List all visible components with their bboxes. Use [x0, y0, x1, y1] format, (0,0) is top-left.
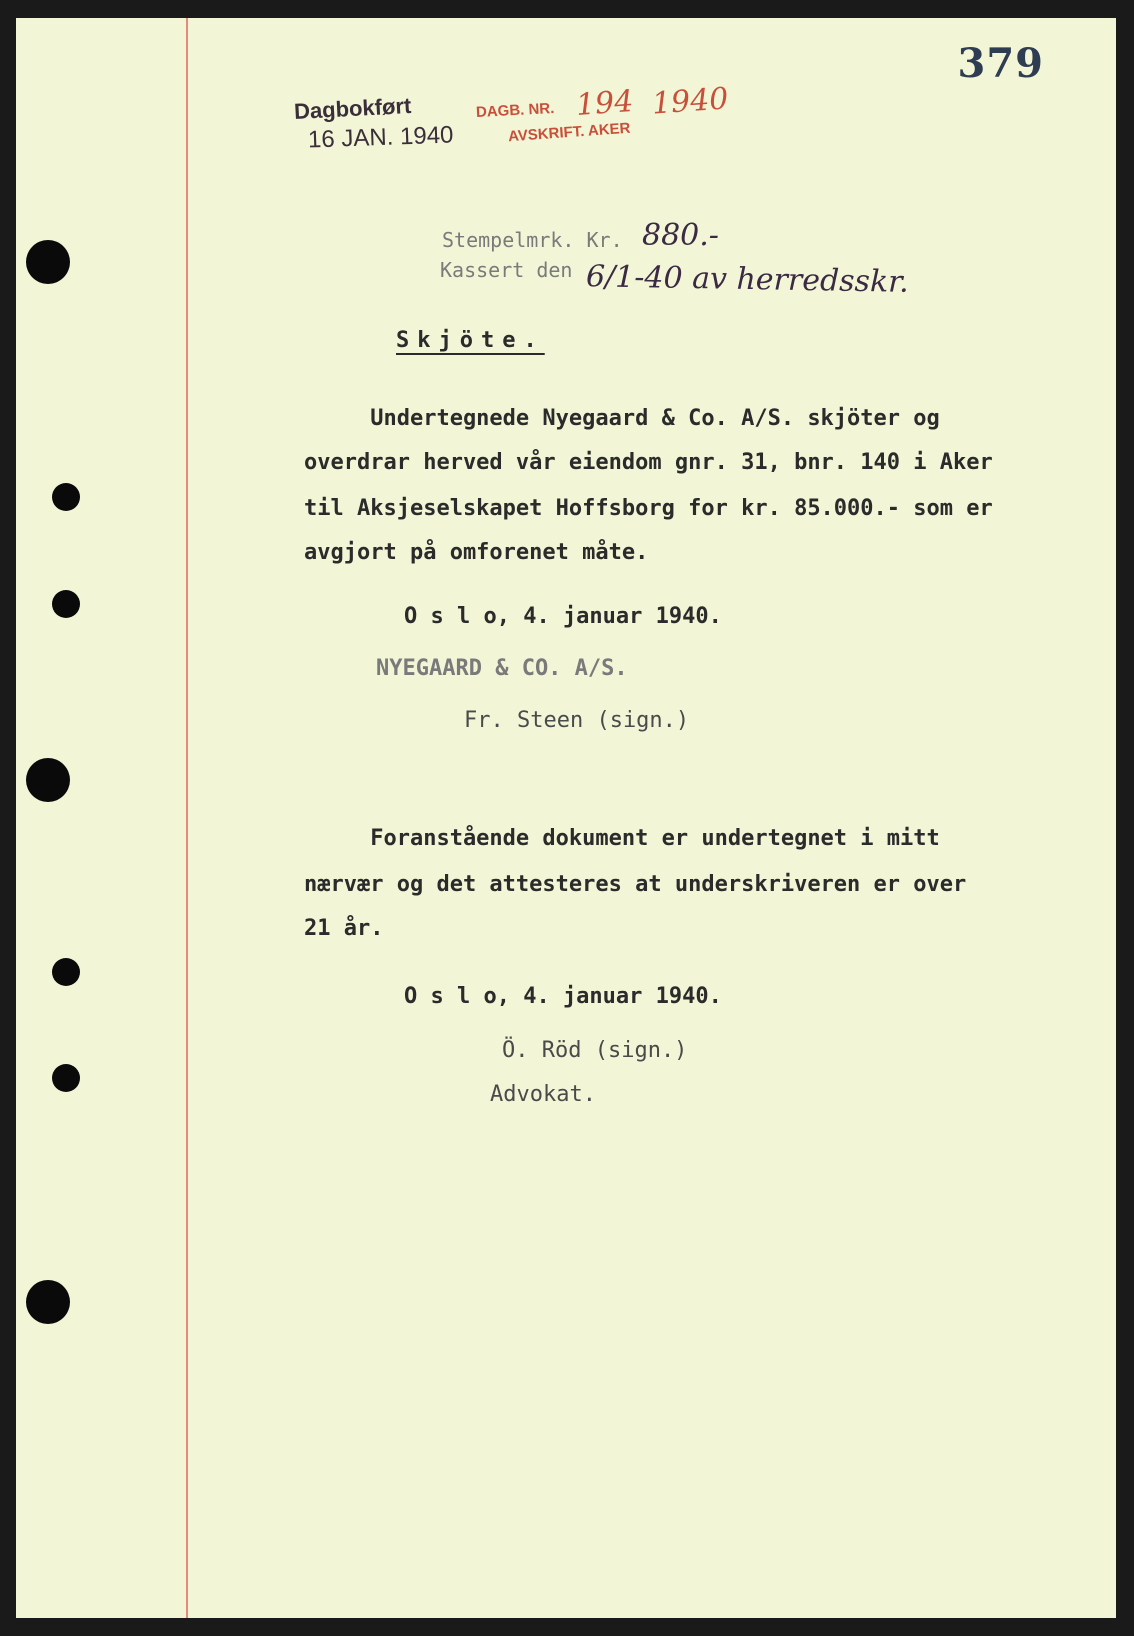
cancelled-value: 6/1-40 av herredsskr.: [585, 259, 910, 300]
binder-hole: [26, 240, 70, 284]
diary-number: 194: [574, 84, 635, 123]
place-date: O s l o, 4. januar 1940.: [404, 984, 722, 1009]
binder-hole: [52, 958, 80, 986]
signature: Fr. Steen (sign.): [464, 708, 690, 733]
binder-hole: [52, 590, 80, 618]
diary-number-label: DAGB. NR.: [475, 99, 555, 122]
margin-line: [186, 18, 188, 1618]
document-page: [16, 18, 1116, 1618]
paragraph-line: avgjort på omforenet måte.: [304, 540, 649, 565]
binder-hole: [26, 758, 70, 802]
binder-hole: [52, 483, 80, 511]
paragraph-line: Undertegnede Nyegaard & Co. A/S. skjöter og: [304, 406, 940, 431]
signature-title: Advokat.: [490, 1082, 596, 1107]
page-number: 379: [957, 40, 1044, 87]
diary-year: 1940: [650, 81, 730, 122]
stamp-duty-label: Stempelmrk. Kr.: [442, 228, 623, 252]
registered-stamp-label: Dagbokført: [293, 92, 412, 125]
cancelled-label: Kassert den: [440, 258, 573, 282]
paragraph-line: til Aksjeselskapet Hoffsborg for kr. 85.000.- som er: [304, 496, 993, 521]
place-date: O s l o, 4. januar 1940.: [404, 604, 722, 629]
binder-hole: [52, 1064, 80, 1092]
paragraph-line: 21 år.: [304, 916, 384, 941]
copy-stamp: AVSKRIFT. AKER: [507, 119, 631, 146]
company-name: NYEGAARD & CO. A/S.: [376, 656, 628, 681]
registered-stamp-date: 16 JAN. 1940: [307, 121, 454, 154]
paragraph-line: Foranstående dokument er undertegnet i mitt: [304, 826, 940, 851]
signature: Ö. Röd (sign.): [502, 1038, 688, 1063]
paragraph-line: nærvær og det attesteres at underskriveren er over: [304, 872, 967, 897]
stamp-duty-value: 880.-: [642, 218, 719, 253]
paragraph-line: overdrar herved vår eiendom gnr. 31, bnr. 140 i Aker: [304, 450, 993, 475]
binder-hole: [26, 1280, 70, 1324]
document-title: Skjöte.: [396, 328, 545, 353]
